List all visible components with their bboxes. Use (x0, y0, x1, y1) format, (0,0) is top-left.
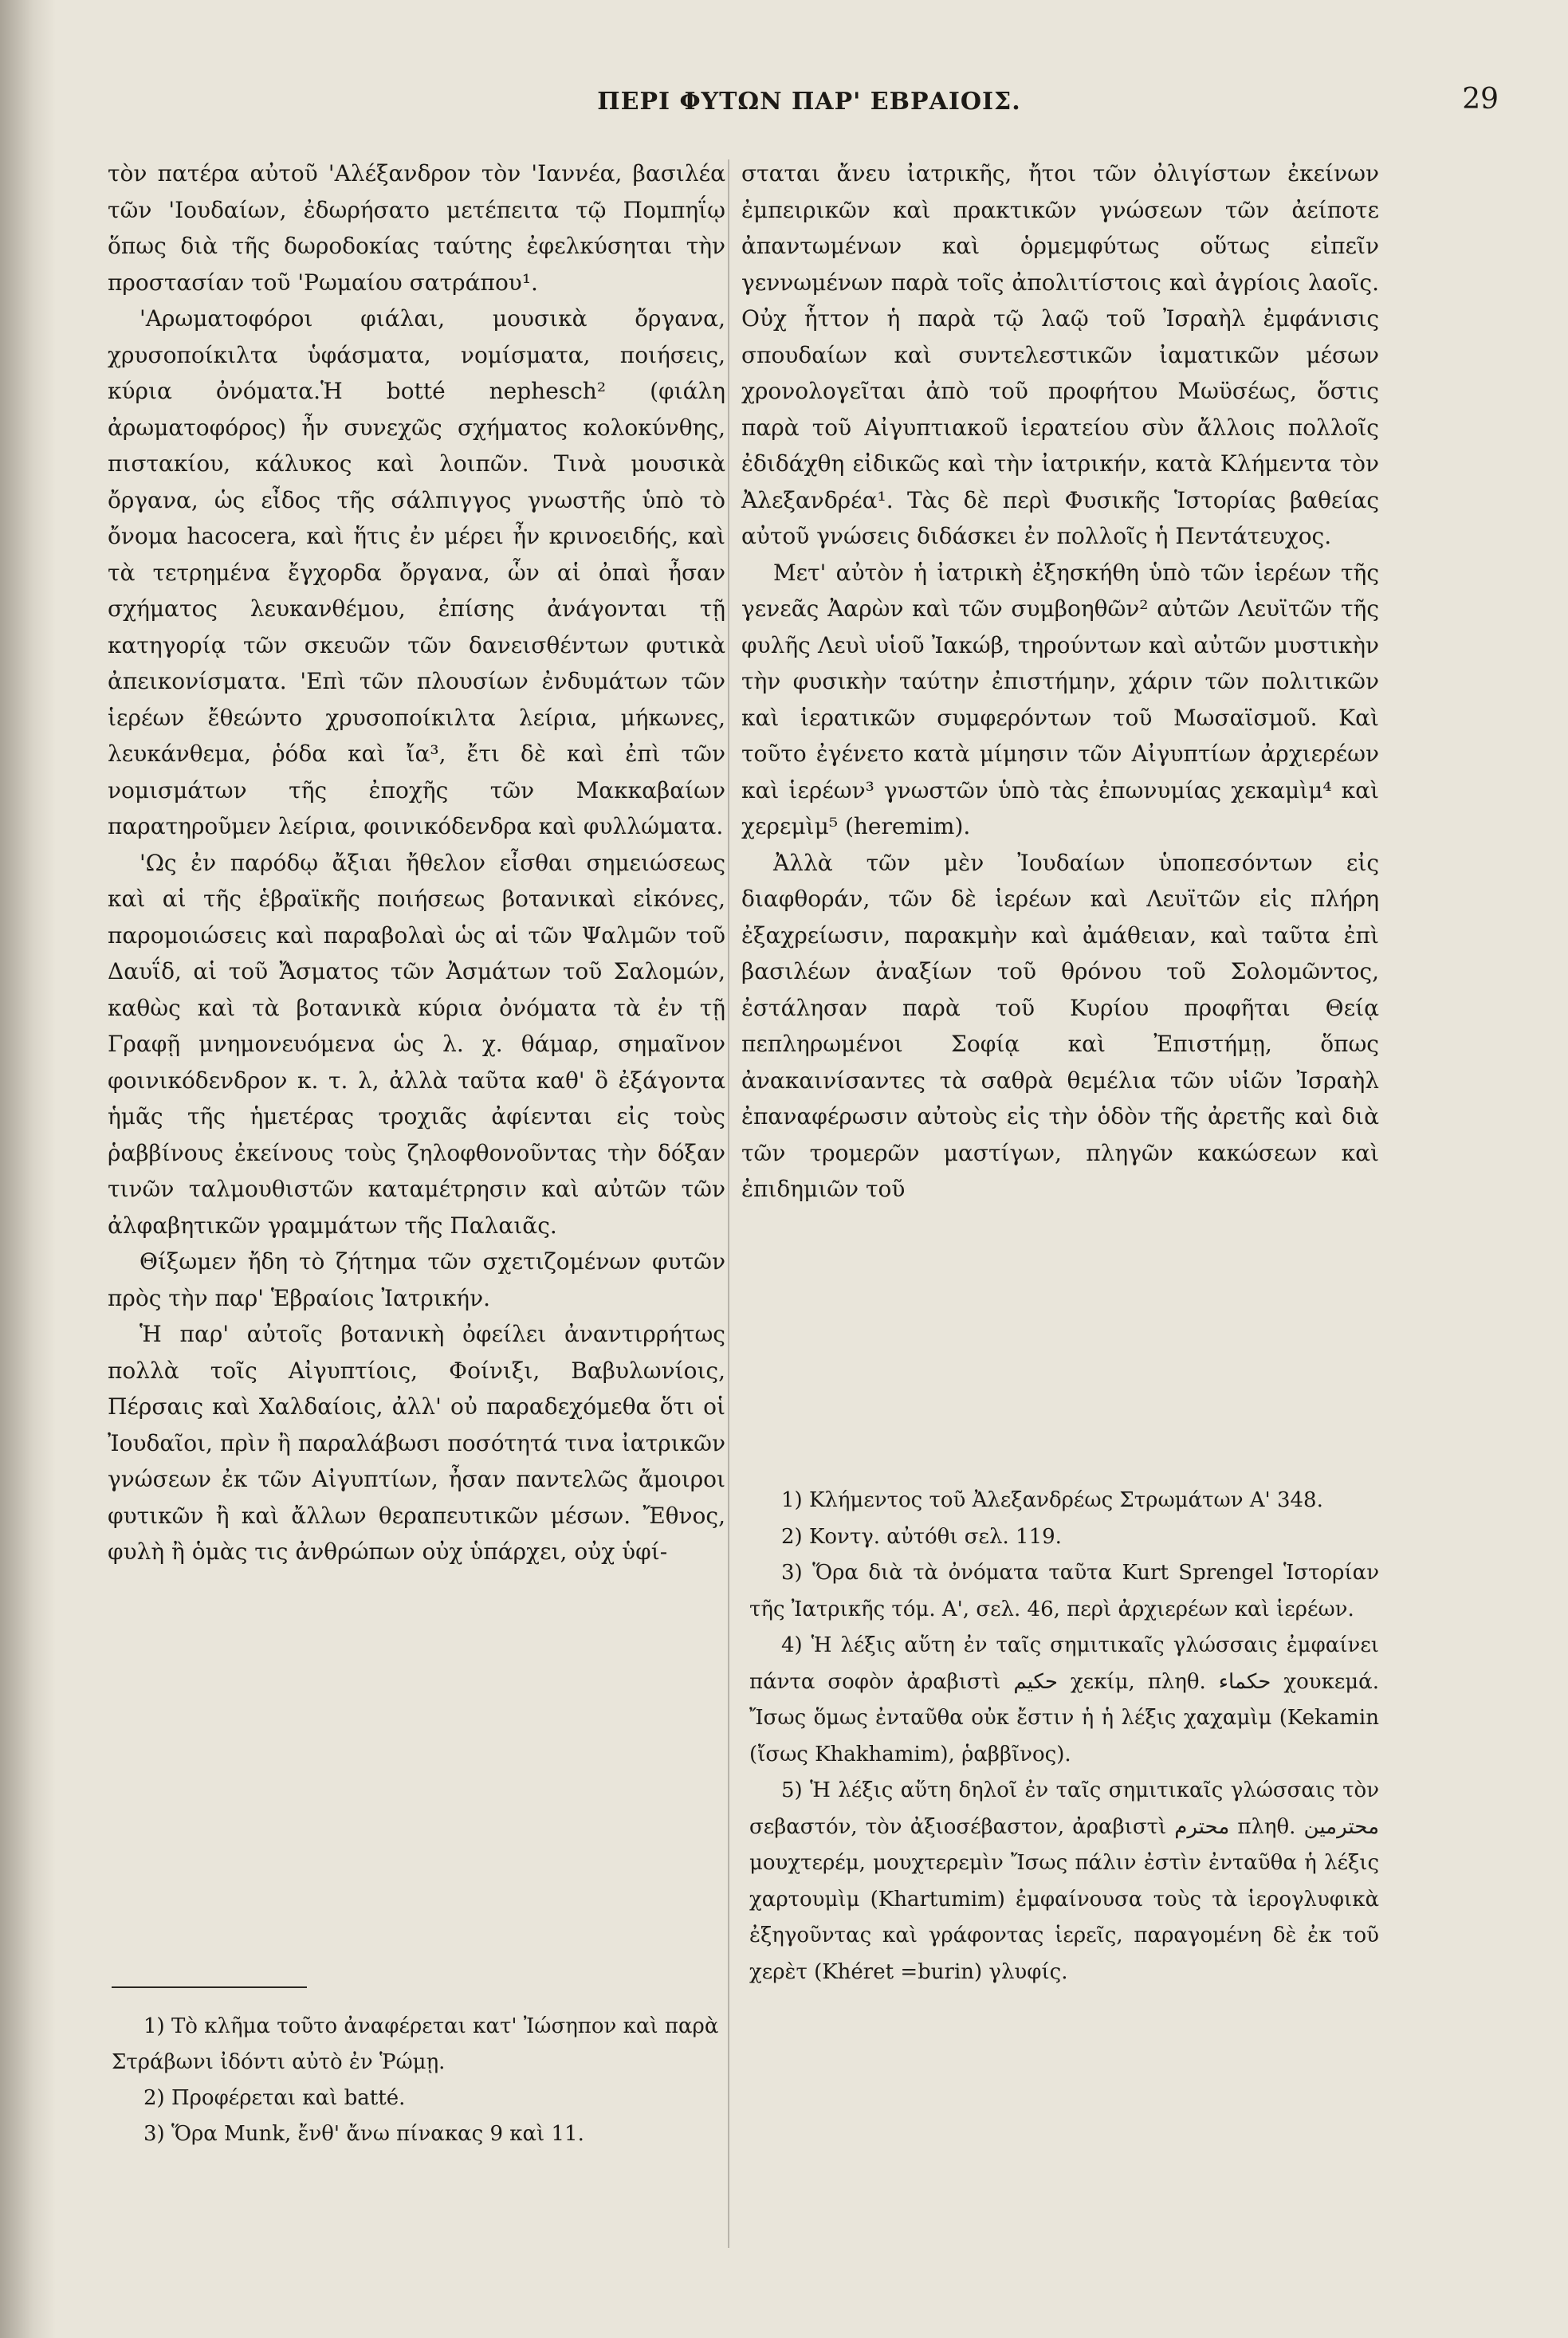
right-footnote-2: 2) Κοντγ. αὐτόθι σελ. 119. (781, 1524, 1062, 1549)
left-paragraph-5: Ἡ παρ' αὐτοῖς βοτανικὴ ὀφείλει ἀναντιρρήτως πολλὰ τοῖς Αἰγυπτίοις, Φοίνιξι, Βαβυλωνίοις, Πέρσαις καὶ Χαλδαίοις, ἀλλ' οὐ παραδεχόμεθα ὅτι οἱ Ἰουδαῖοι, πρὶν ἢ παραλάβωσι ποσότητά τινα ἰατρικῶν γνώσεων ἐκ τῶν Αἰγυπτίων, ἦσαν παντελῶς ἄμοιροι φυτικῶν ἢ καὶ ἄλλων θεραπευτικῶν μέσων. Ἔθνος, φυλὴ ἢ ὁμὰς τις ἀνθρώπων οὐχ ὑπάρχει, οὐχ ὑφί- (108, 1321, 725, 1565)
left-footnotes (112, 2009, 725, 2152)
left-paragraph-2: 'Αρωματοφόροι φιάλαι, μουσικὰ ὄργανα, χρυσοποίκιλτα ὑφάσματα, νομίσματα, ποιήσεις, κύρια ὀνόματα.Ἡ botté nephesch² (φιάλη ἀρωματοφόρος) ἦν συνεχῶς σχήματος κολοκύνθης, πιστακίου, κάλυκος καὶ λοιπῶν. Τινὰ μουσικὰ ὄργανα, ὡς εἶδος τῆς σάλπιγγος γνωστῆς ὑπὸ τὸ ὄνομα hacocera, καὶ ἥτις ἐν μέρει ἦν κρινοειδής, καὶ τὰ τετρημένα ἔγχορδα ὄργανα, ὧν αἱ ὀπαὶ ἦσαν σχήματος λευκανθέμου, ἐπίσης ἀνάγονται τῇ κατηγορίᾳ τῶν σκευῶν τῶν δανεισθέντων φυτικὰ ἀπεικονίσματα. 'Επὶ τῶν πλουσίων ἐνδυμάτων τῶν ἱερέων ἔθεώντο χρυσοποίκιλτα λείρια, μήκωνες, λευκάνθεμα, ῥόδα καὶ ἴα³, ἔτι δὲ καὶ ἐπὶ τῶν νομισμάτων τῆς ἐποχῆς τῶν Μακκαβαίων παρατηροῦμεν λείρια, φοινικόδενδρα καὶ φυλλώματα. (108, 305, 725, 839)
right-paragraph-2: Μετ' αὐτὸν ἡ ἰατρικὴ ἐξησκήθη ὑπὸ τῶν ἱερέων τῆς γενεᾶς Ἀαρὼν καὶ τῶν συμβοηθῶν² αὐτῶν Λευϊτῶν τῆς φυλῆς Λευὶ υἱοῦ Ἰακώβ, τηρούντων καὶ αὐτῶν μυστικὴν τὴν φυσικὴν ταύτην ἐπιστήμην, χάριν τῶν πολιτικῶν καὶ ἱερατικῶν συμφερόντων τοῦ Μωσαϊσμοῦ. Καὶ τοῦτο ἐγένετο κατὰ μίμησιν τῶν Αἰγυπτίων ἀρχιερέων καὶ ἱερέων³ γνωστῶν ὑπὸ τὰς ἐπωνυμίας χεκαμὶμ⁴ καὶ χερεμὶμ⁵ (heremim). (741, 559, 1379, 839)
left-paragraph-3: 'Ως ἐν παρόδῳ ἄξιαι ἤθελον εἶσθαι σημειώσεως καὶ αἱ τῆς ἑβραϊκῆς ποιήσεως βοτανικαὶ εἰκόνες, παρομοιώσεις καὶ παραβολαὶ ὡς αἱ τῶν Ψαλμῶν τοῦ Δαυΐδ, αἱ τοῦ Ἄσματος τῶν Ἀσμάτων τοῦ Σαλομών, καθὼς καὶ τὰ βοτανικὰ κύρια ὀνόματα τὰ ἐν τῇ Γραφῇ μνημονευόμενα ὡς λ. χ. θάμαρ, σημαῖνον φοινικόδενδρον κ. τ. λ, ἀλλὰ ταῦτα καθ' ὃ ἐξάγοντα ἡμᾶς τῆς ἡμετέρας τροχιᾶς ἀφίενται εἰς τοὺς ῥαββίνους ἐκείνους τοὺς ζηλοφθονοῦντας τὴν δόξαν τινῶν ταλμουθιστῶν καταμέτρησιν καὶ αὐτῶν τῶν ἀλφαβητικῶν γραμμάτων τῆς Παλαιᾶς. (108, 849, 725, 1239)
left-paragraph-4: Θίξωμεν ἤδη τὸ ζήτημα τῶν σχετιζομένων φυτῶν πρὸς τὴν παρ' Ἑβραίοις Ἰατρικήν. (108, 1248, 725, 1311)
right-footnote-5: 5) Ἡ λέξις αὕτη δηλοῖ ἐν ταῖς σημιτικαῖς γλώσσαις τὸν σεβαστόν, τὸν ἀξιοσέβαστον, ἀραβιστὶ محترم πληθ. محترمين μουχτερέμ, μουχτερεμὶν Ἴσως πάλιν ἐστὶν ἐνταῦθα ἡ λέξις χαρτουμὶμ (Khartumim) ἐμφαίνουσα τοὺς τὰ ἱερογλυφικὰ ἐξηγοῦντας καὶ γράφοντας ἱερεῖς, παραγομένη δὲ ἐκ τοῦ χερὲτ (Khéret =burin) γλυφίς. (749, 1778, 1380, 1984)
right-paragraph-3: Ἀλλὰ τῶν μὲν Ἰουδαίων ὑποπεσόντων εἰς διαφθοράν, τῶν δὲ ἱερέων καὶ Λευϊτῶν εἰς πλήρη ἐξαχρείωσιν, παρακμὴν καὶ ἀμάθειαν, καὶ ταῦτα ἐπὶ βασιλέων ἀναξίων τοῦ θρόνου τοῦ Σολομῶντος, ἐστάλησαν παρὰ τοῦ Κυρίου προφῆται Θείᾳ πεπληρωμένοι Σοφίᾳ καὶ Ἐπιστήμῃ, ὅπως ἀνακαινίσαντες τὰ σαθρὰ θεμέλια τῶν υἱῶν Ἰσραὴλ ἐπαναφέρωσιν αὐτοὺς εἰς τὴν ὁδὸν τῆς ἀρετῆς καὶ διὰ τῶν τρομερῶν μαστίγων, πληγῶν κακώσεων καὶ ἐπιδημιῶν τοῦ (741, 849, 1379, 1202)
page-number: 29 (1462, 83, 1499, 116)
right-footnote-1: 1) Κλήμεντος τοῦ Ἀλεξανδρέως Στρωμάτων Α' 348. (781, 1488, 1323, 1512)
running-title: ΠΕΡΙ ΦΥΤΩΝ ΠΑΡ' ΕΒΡΑΙΟΙΣ. (597, 88, 1021, 116)
column-gutter (728, 159, 729, 2248)
binding-shadow (0, 0, 56, 2338)
right-column (741, 155, 1379, 1208)
page-header (96, 80, 1523, 128)
left-paragraph-1: τὸν πατέρα αὐτοῦ 'Αλέξανδρον τὸν 'Ιαννέα, βασιλέα τῶν 'Ιουδαίων, ἐδωρήσατο μετέπειτα τῷ Πομπηΐῳ ὅπως διὰ τῆς δωροδοκίας ταύτης ἐφελκύσηται τὴν προστασίαν τοῦ 'Ρωμαίου σατράπου¹. (108, 160, 725, 296)
right-footnote-4: 4) Ἡ λέξις αὕτη ἐν ταῖς σημιτικαῖς γλώσσαις ἐμφαίνει πάντα σοφὸν ἀραβιστὶ حكيم χεκίμ, πληθ. حكماء χουκεμά. Ἴσως ὅμως ἐνταῦθα οὐκ ἔστιν ἡ ἡ λέξις χαχαμὶμ (Kekamin (ἴσως Khakhamim), ῥαββῖνος). (749, 1633, 1380, 1766)
left-column (108, 155, 725, 1570)
left-footnote-3: 3) Ὅρα Munk, ἔνθ' ἄνω πίνακας 9 καὶ 11. (143, 2122, 584, 2146)
left-footnote-1: 1) Τὸ κλῆμα τοῦτο ἀναφέρεται κατ' Ἰώσηπον καὶ παρὰ Στράβωνι ἰδόντι αὐτὸ ἐν Ῥώμῃ. (112, 2014, 719, 2074)
footnote-divider-left (112, 1986, 307, 1988)
right-paragraph-1: σταται ἄνευ ἰατρικῆς, ἤτοι τῶν ὀλιγίστων ἐκείνων ἐμπειρικῶν καὶ πρακτικῶν γνώσεων τῶν ἀείποτε ἀπαντωμένων καὶ ὁρμεμφύτως οὕτως εἰπεῖν γεννωμένων παρὰ τοῖς ἀπολιτίστοις καὶ ἀγρίοις λαοῖς. Οὐχ ἧττον ἡ παρὰ τῷ λαῷ τοῦ Ἰσραὴλ ἐμφάνισις σπουδαίων καὶ συντελεστικῶν ἰαματικῶν μέσων χρονολογεῖται ἀπὸ τοῦ προφήτου Μωϋσέως, ὅστις παρὰ τοῦ Αἰγυπτιακοῦ ἱερατείου σὺν ἄλλοις πολλοῖς ἐδιδάχθη εἰδικῶς καὶ τὴν ἰατρικήν, κατὰ Κλήμεντα τὸν Ἀλεξανδρέα¹. Τὰς δὲ περὶ Φυσικῆς Ἱστορίας βαθείας αὐτοῦ γνώσεις διδάσκει ἐν πολλοῖς ἡ Πεντάτευχος. (741, 160, 1379, 549)
right-footnotes (749, 1483, 1379, 1990)
right-footnote-3: 3) Ὅρα διὰ τὰ ὀνόματα ταῦτα Kurt Sprengel Ἱστορίαν τῆς Ἰατρικῆς τόμ. Α', σελ. 46, περὶ ἀρχιερέων καὶ ἱερέων. (749, 1561, 1379, 1621)
left-footnote-2: 2) Προφέρεται καὶ batté. (143, 2086, 406, 2110)
